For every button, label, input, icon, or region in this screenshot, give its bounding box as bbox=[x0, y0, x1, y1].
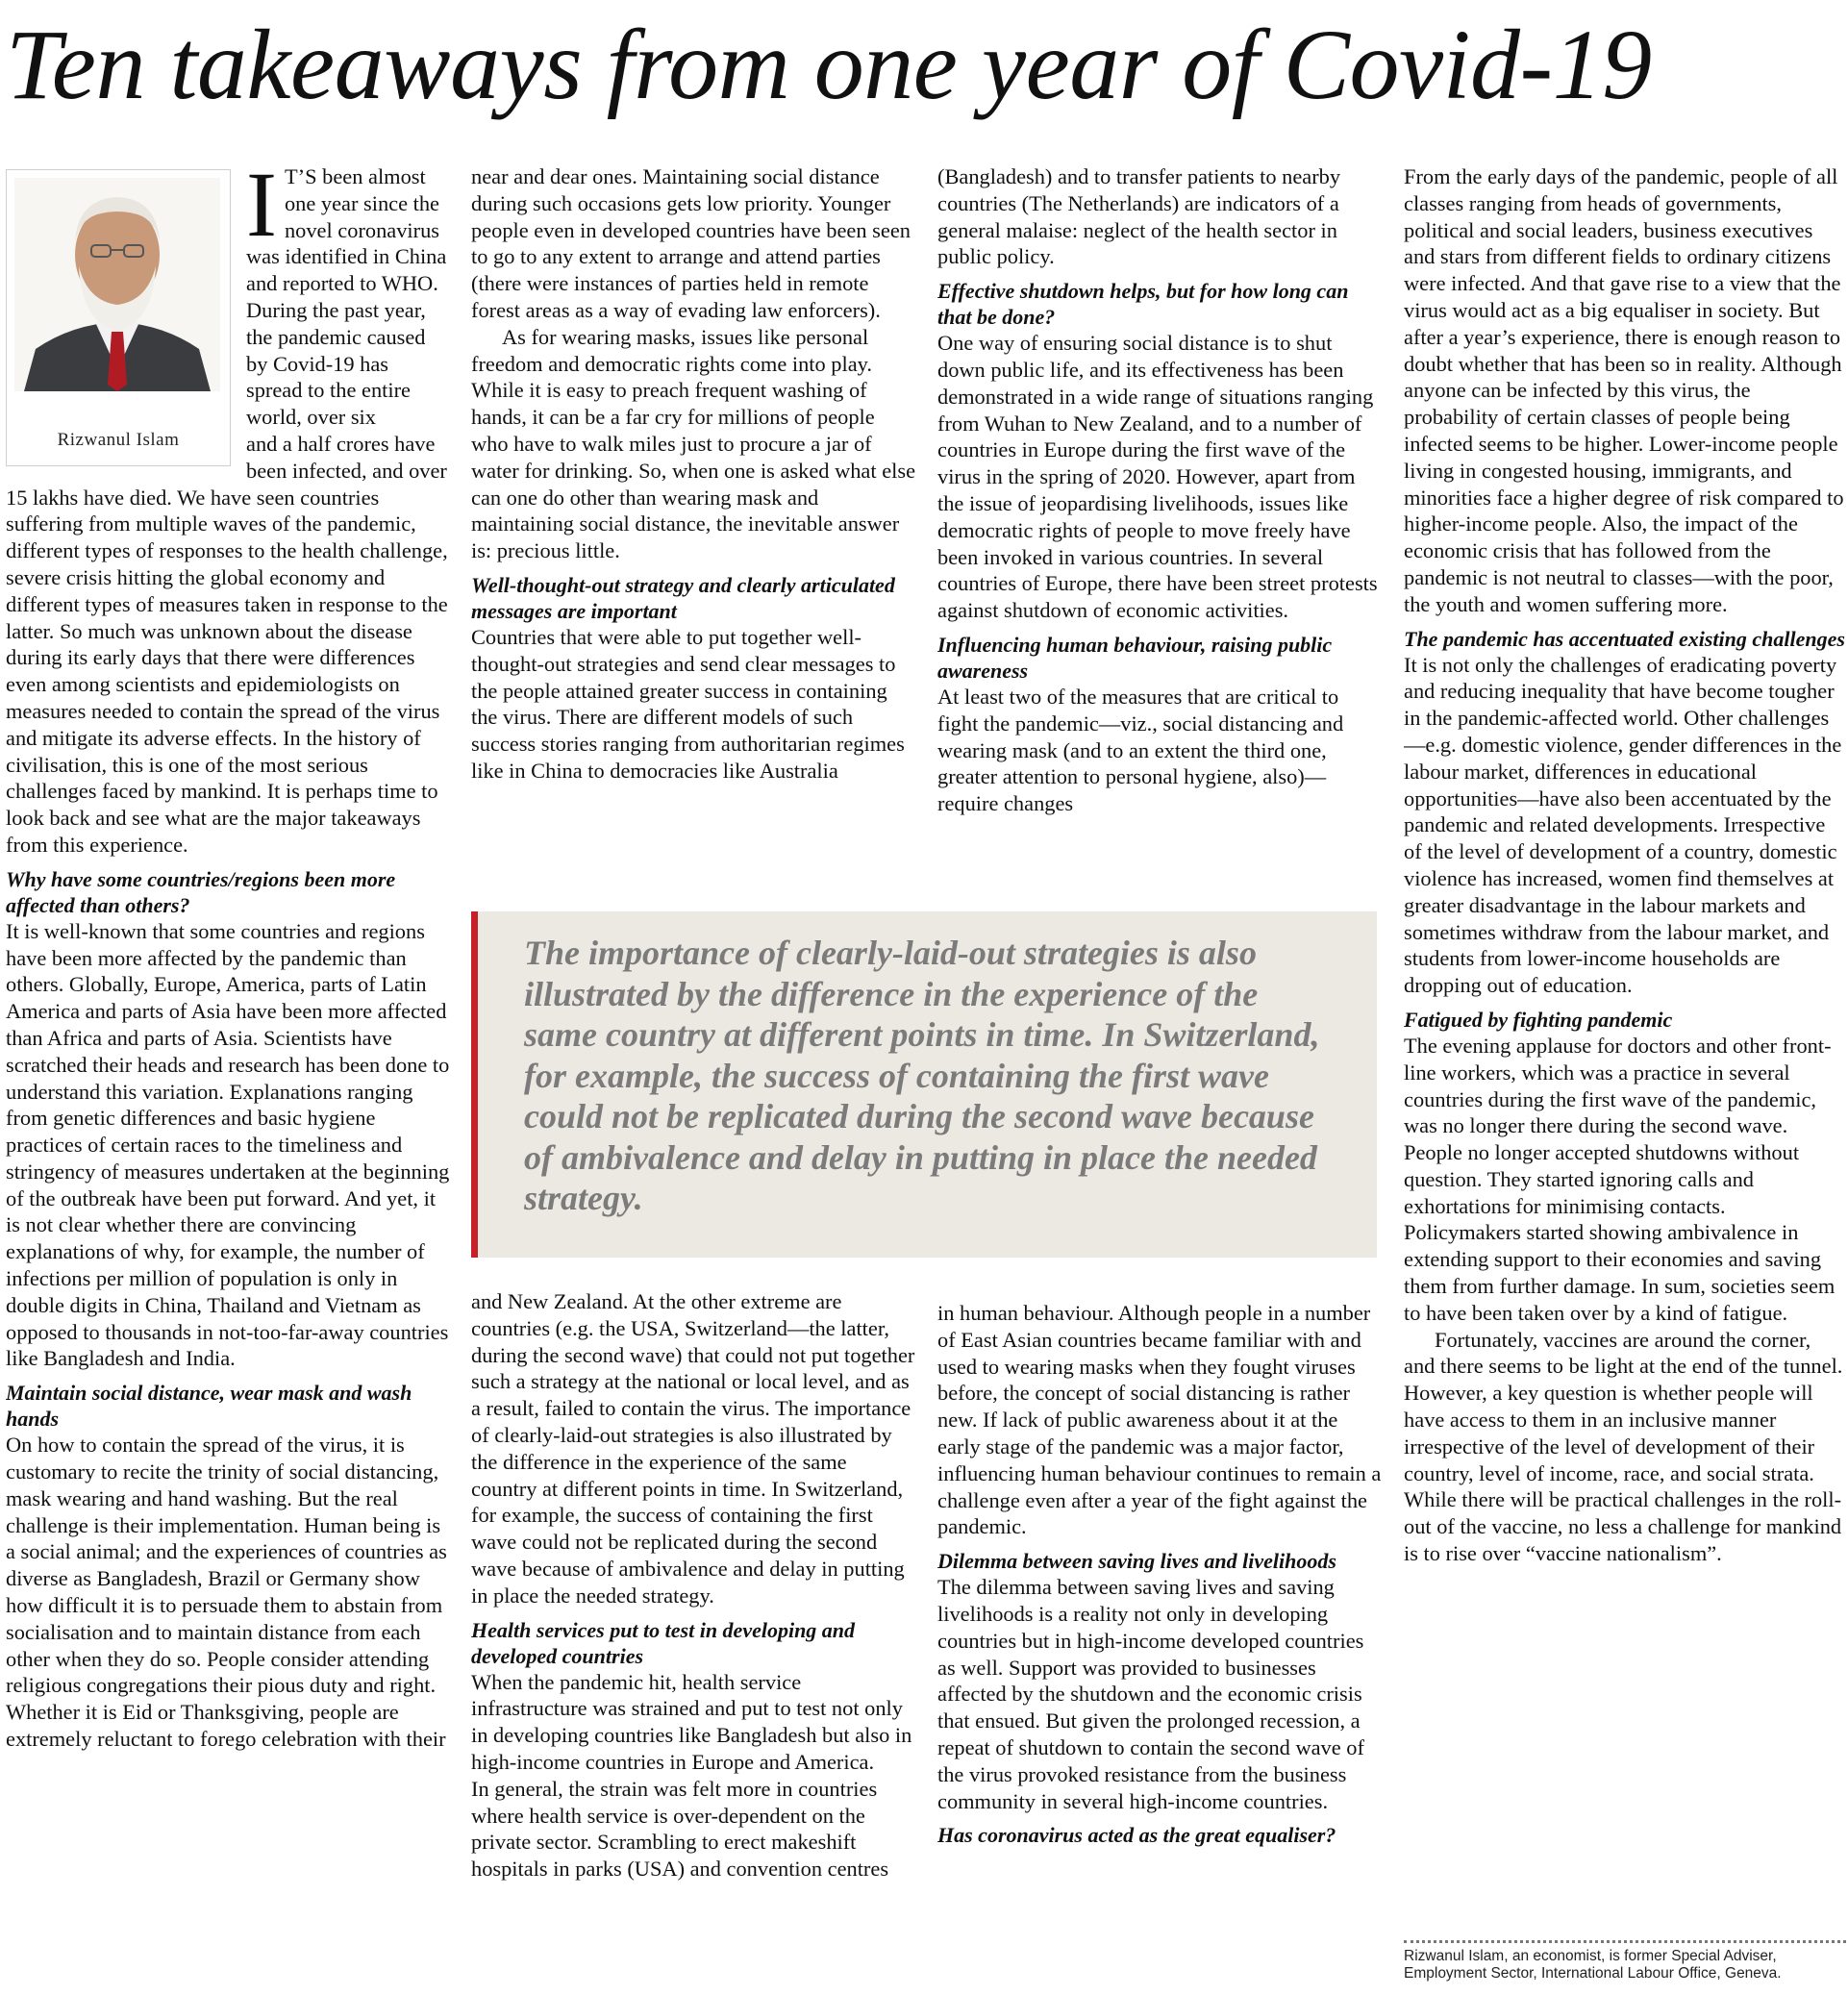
paragraph-9: It is not only the challenges of eradicating poverty and reducing inequality that have become tougher in the pandemic-affected world. Other challenges—e.g. domestic violence, gender differences in the labour market, differences in educational opportunities—have also been accentuated by the pandemic and related developments. Irrespective of the level of development of a country, domestic violence has increased, women find themselves at greater disadvantage in the labour markets and sometimes withdraw from the labour market, and students from lower-income households are dropping out of education. bbox=[1404, 652, 1842, 998]
paragraph-4b: In general, the strain was felt more in countries where health service is over-dependent on the private sector. Scrambling to erect makeshift hospitals in parks (USA) and convention centres bbox=[471, 1776, 889, 1882]
subhead-3: Well-thought-out strategy and clearly articulated messages are important bbox=[471, 572, 895, 623]
author-portrait-icon bbox=[14, 178, 220, 391]
subhead-9: The pandemic has accentuated existing challenges bbox=[1404, 626, 1845, 651]
pull-quote-text: The importance of clearly-laid-out strategies is also illustrated by the difference in the experience of the same country at different points in time. In Switzerland, for example, the success of containing the first wave could not be replicated during the second wave because of ambivalence and delay in putting in place the needed strategy. bbox=[524, 934, 1320, 1217]
subhead-4: Health services put to test in developing and developed countries bbox=[471, 1617, 856, 1668]
paragraph-3b: and New Zealand. At the other extreme are countries (e.g. the USA, Switzerland—the latter, during the second wave) that could not put together such a strategy at the national or local level, and as a result, failed to contain the virus. The importance of clearly-laid-out strategies is also illustrated by the difference in the experience of the same country at different points in time. In Switzerland, for example, the success of containing the first wave could not be replicated during the second wave because of ambivalence and delay in putting in place the needed strategy. bbox=[471, 1289, 915, 1608]
paragraph-5: One way of ensuring social distance is to shut down public life, and its effectiveness has been demonstrated in a wide range of situations ranging from Wuhan to New Zealand, and to a number of countries in Europe during the first wave of the virus in the spring of 2020. However, apart from the issue of jeopardising livelihoods, issues like democratic rights of people to move freely have been invoked in various countries. In several countries of Europe, there have been street protests against shutdown of economic activities. bbox=[937, 331, 1378, 623]
paragraph-1: It is well-known that some countries and regions have been more affected by the pandemic than others. Globally, Europe, America, parts of Latin America and parts of Asia have been more affected than Africa and parts of Asia. Scientists have scratched their heads and research has been done to understand this variation. Explanations ranging from genetic differences and basic hygiene practices of certain races to the timeliness and stringency of measures undertaken at the beginning of the outbreak have been put forward. And yet, it is not clear whether there are convincing explanations of why, for example, the number of infections per million of population is only in double digits in China, Thailand and Vietnam as opposed to thousands in not-too-far-away countries like Bangladesh and India. bbox=[6, 918, 450, 1371]
subhead-10: Fatigued by fighting pandemic bbox=[1404, 1007, 1673, 1032]
paragraph-2c: As for wearing masks, issues like personal freedom and democratic rights come into play. While it is easy to preach frequent washing of hands, it can be a far cry for millions of people who have to walk miles just to procure a jar of water for drinking. So, when one is asked what else can one do other than wearing mask and maintaining social distance, the inevitable answer is: precious little. bbox=[471, 324, 915, 563]
paragraph-8: From the early days of the pandemic, people of all classes ranging from heads of governments, political and social leaders, business executives and stars from different fields to ordinary citizens were infected. And that gave rise to a view that the virus would act as a big equaliser in society. But after a year’s experience, there is enough reason to doubt whether that has been so in reality. Although anyone can be infected by this virus, the probability of certain classes of people being infected seems to be higher. Lower-income people living in congested housing, immigrants, and minorities face a higher degree of risk compared to higher-income people. Also, the impact of the economic crisis that has followed from the pandemic is not neutral to classes—with the poor, the youth and women suffering more. bbox=[1404, 164, 1844, 616]
pull-quote bbox=[471, 911, 1377, 1258]
author-bio: Rizwanul Islam, an economist, is former Special Adviser, Employment Sector, International Labour Office, Geneva. bbox=[1404, 1948, 1782, 1982]
paragraph-2b: near and dear ones. Maintaining social distance during such occasions gets low priority. Younger people even in developed countries have been seen to go to any extent to arrange and attend parties (there were instances of parties held in remote forest areas as a way of evading law enforcers). bbox=[471, 164, 911, 322]
paragraph-7: The dilemma between saving lives and saving livelihoods is a reality not only in developing countries but in high-income developed countries as well. Support was provided to businesses affected by the shutdown and the economic crisis that ensued. But given the prolonged recession, a repeat of shutdown to contain the second wave of the virus provoked resistance from the business community in several high-income countries. bbox=[937, 1575, 1364, 1813]
paragraph-4c: (Bangladesh) and to transfer patients to nearby countries (The Netherlands) are indicators of a general malaise: neglect of the health sector in public policy. bbox=[937, 164, 1341, 269]
column-1 bbox=[6, 163, 450, 1995]
intro-continued: and a half crores have been infected, and over 15 lakhs have died. We have seen countries suffering from multiple waves of the pandemic, different types of responses to the health challenge, severe crisis hitting the global economy and different types of measures taken in response to the latter. So much was unknown about the disease during its early days that there were differences even among scientists and epidemiologists on measures needed to contain the spread of the virus and mitigate its adverse effects. In the history of civilisation, this is one of the most serious challenges faced by mankind. It is perhaps time to look back and see what are the major takeaways from this experience. bbox=[6, 431, 448, 857]
column-2-bottom bbox=[471, 1288, 915, 1995]
headline: Ten takeaways from one year of Covid-19 bbox=[6, 10, 1652, 120]
drop-cap: I bbox=[246, 163, 277, 256]
author-byline: Rizwanul Islam bbox=[57, 430, 180, 451]
paragraph-6a: At least two of the measures that are critical to fight the pandemic—viz., social distancing and wearing mask (and to an extent the third one, greater attention to personal hygiene, also)—require changes bbox=[937, 684, 1344, 816]
author-photo bbox=[6, 169, 231, 466]
subhead-6: Influencing human behaviour, raising public awareness bbox=[937, 632, 1333, 683]
column-3-bottom bbox=[937, 1300, 1382, 1995]
paragraph-10b: Fortunately, vaccines are around the corner, and there seems to be light at the end of the tunnel. However, a key question is whether people will have access to them in an inclusive manner irrespective of the level of development of their country, level of income, race, and social strata. While there will be practical challenges in the roll-out of the vaccine, no less a challenge for mankind is to rise over “vaccine nationalism”. bbox=[1404, 1327, 1843, 1566]
paragraph-2a: On how to contain the spread of the virus, it is customary to recite the trinity of social distancing, mask wearing and hand washing. But the real challenge is their implementation. Human being is a social animal; and the experiences of countries as diverse as Bangladesh, Brazil or Germany show how difficult it is to persuade them to abstain from socialisation and to maintain distance from each other when they do so. People consider attending religious congregations their pious duty and right. Whether it is Eid or Thanksgiving, people are extremely reluctant to forego celebration with their bbox=[6, 1433, 447, 1752]
column-3-top bbox=[937, 163, 1382, 886]
column-4 bbox=[1404, 163, 1846, 1934]
subhead-5: Effective shutdown helps, but for how long can that be done? bbox=[937, 279, 1349, 330]
bio-divider bbox=[1404, 1940, 1846, 1943]
paragraph-3a: Countries that were able to put together well-thought-out strategies and send clear messages to the people attained greater success in containing the virus. There are different models of such success stories ranging from authoritarian regimes like in China to democracies like Australia bbox=[471, 624, 905, 783]
column-2-top bbox=[471, 163, 915, 886]
paragraph-4a: When the pandemic hit, health service infrastructure was strained and put to test not only in developing countries like Bangladesh but also in high-income countries in Europe and America. bbox=[471, 1669, 912, 1774]
subhead-1: Why have some countries/regions been more affected than others? bbox=[6, 866, 396, 917]
intro-text: T’S been almost one year since the novel coronavirus was identified in China and reported to WHO. During the past year, the pandemic caused by Covid-19 has spread to the entire world, over six bbox=[246, 164, 447, 430]
paragraph-10a: The evening applause for doctors and other front-line workers, which was a practice in several countries during the first wave of the pandemic, was no longer there during the second wave. People no longer accepted shutdowns without question. They started ignoring calls and exhortations for minimising contacts. Policymakers started showing ambivalence in extending support to their economies and saving them from further damage. In sum, societies seem to have been taken over by a kind of fatigue. bbox=[1404, 1033, 1836, 1325]
subhead-2: Maintain social distance, wear mask and wash hands bbox=[6, 1381, 412, 1432]
subhead-7: Dilemma between saving lives and livelihoods bbox=[937, 1549, 1336, 1574]
paragraph-6b: in human behaviour. Although people in a number of East Asian countries became familiar with and used to wearing masks when they fought viruses before, the concept of social distancing is rather new. If lack of public awareness about it at the early stage of the pandemic was a major factor, influencing human behaviour continues to remain a challenge even after a year of the fight against the pandemic. bbox=[937, 1301, 1382, 1539]
subhead-8: Has coronavirus acted as the great equaliser? bbox=[937, 1823, 1336, 1848]
